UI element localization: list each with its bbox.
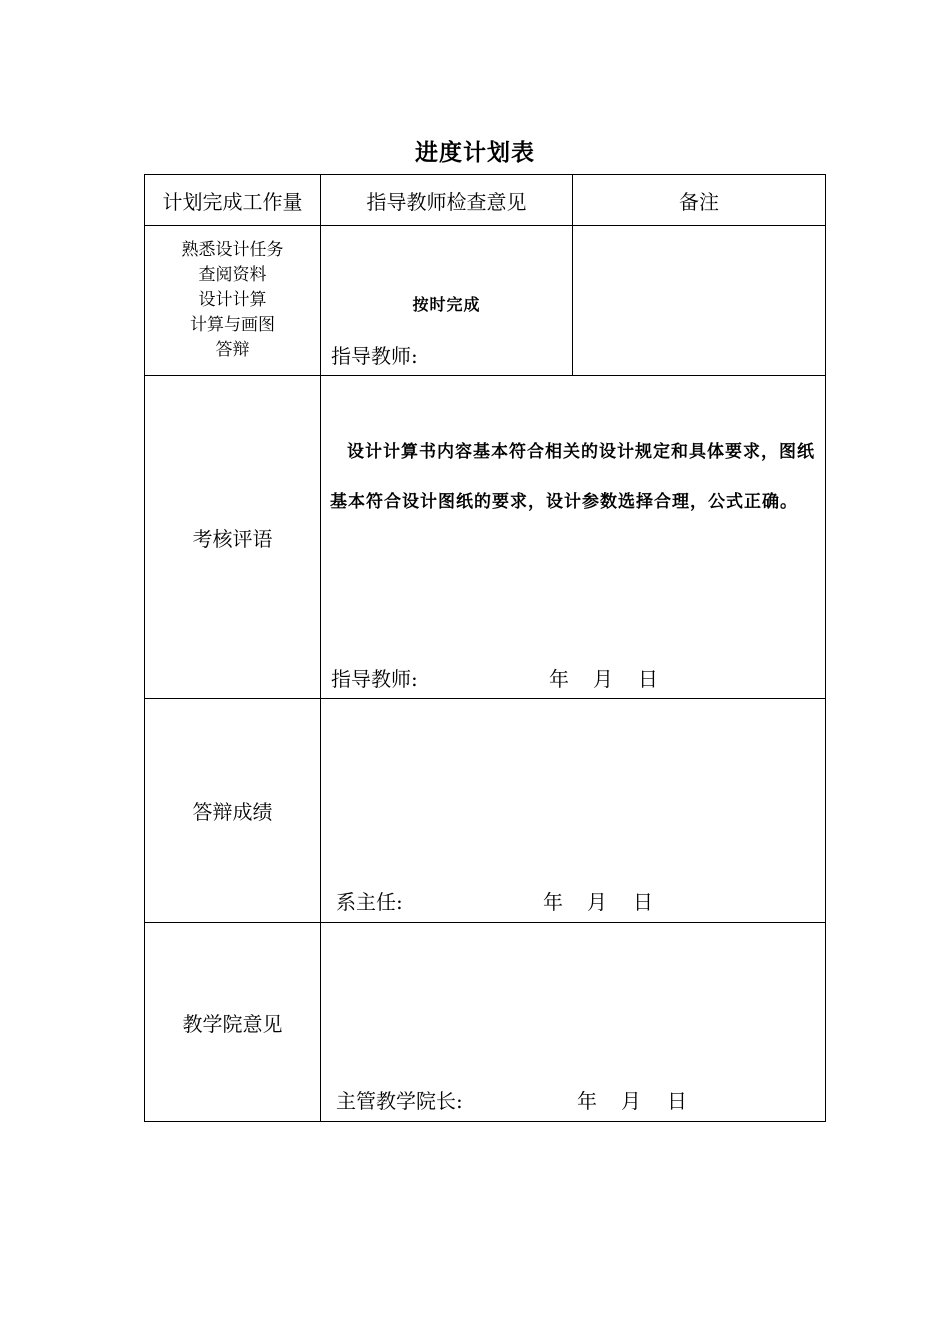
month-label: 月 [621, 1089, 641, 1113]
evaluation-row [145, 376, 826, 699]
header-remarks: 备注 [573, 175, 826, 226]
dean-signature-label: 主管教学院长: [336, 1089, 463, 1113]
year-label: 年 [577, 1089, 597, 1113]
plan-row [145, 226, 826, 376]
day-label: 日 [667, 1089, 687, 1113]
header-row [145, 175, 826, 226]
defense-signature-line [336, 886, 736, 912]
defense-grade-label: 答辩成绩 [145, 699, 321, 923]
year-label: 年 [549, 667, 569, 691]
college-opinion-label: 教学院意见 [145, 923, 321, 1122]
month-label: 月 [593, 667, 613, 691]
task-item: 查阅资料 [198, 265, 267, 285]
completion-status: 按时完成 [412, 295, 481, 314]
header-advisor-opinion: 指导教师检查意见 [321, 175, 573, 226]
evaluation-label: 考核评语 [145, 376, 321, 699]
task-item: 计算与画图 [190, 315, 275, 335]
month-label: 月 [587, 890, 607, 914]
defense-content-cell [321, 699, 826, 923]
page-title: 进度计划表 [415, 139, 535, 166]
header-planned-work: 计划完成工作量 [145, 175, 321, 226]
defense-row [145, 699, 826, 923]
progress-plan-table [144, 174, 826, 1122]
advisor-opinion-cell [321, 226, 573, 376]
college-content-cell [321, 923, 826, 1122]
task-item: 设计计算 [198, 290, 267, 310]
dept-head-signature-label: 系主任: [336, 890, 403, 914]
evaluation-signature-line [331, 663, 731, 689]
planned-tasks-cell [145, 226, 321, 376]
evaluation-content-cell [321, 376, 826, 699]
advisor-signature-label: 指导教师: [331, 344, 418, 368]
evaluation-comment: 设计计算书内容基本符合相关的设计规定和具体要求，图纸基本符合设计图纸的要求，设计参数选择合理，公式正确。 [330, 442, 815, 512]
dean-signature-line [336, 1085, 736, 1111]
year-label: 年 [543, 890, 563, 914]
task-list [145, 238, 320, 363]
day-label: 日 [638, 667, 658, 691]
remarks-cell [573, 226, 826, 376]
advisor-signature-label: 指导教师: [331, 667, 418, 691]
task-item: 熟悉设计任务 [181, 240, 284, 260]
college-row [145, 923, 826, 1122]
task-item: 答辩 [215, 340, 250, 360]
day-label: 日 [633, 890, 653, 914]
